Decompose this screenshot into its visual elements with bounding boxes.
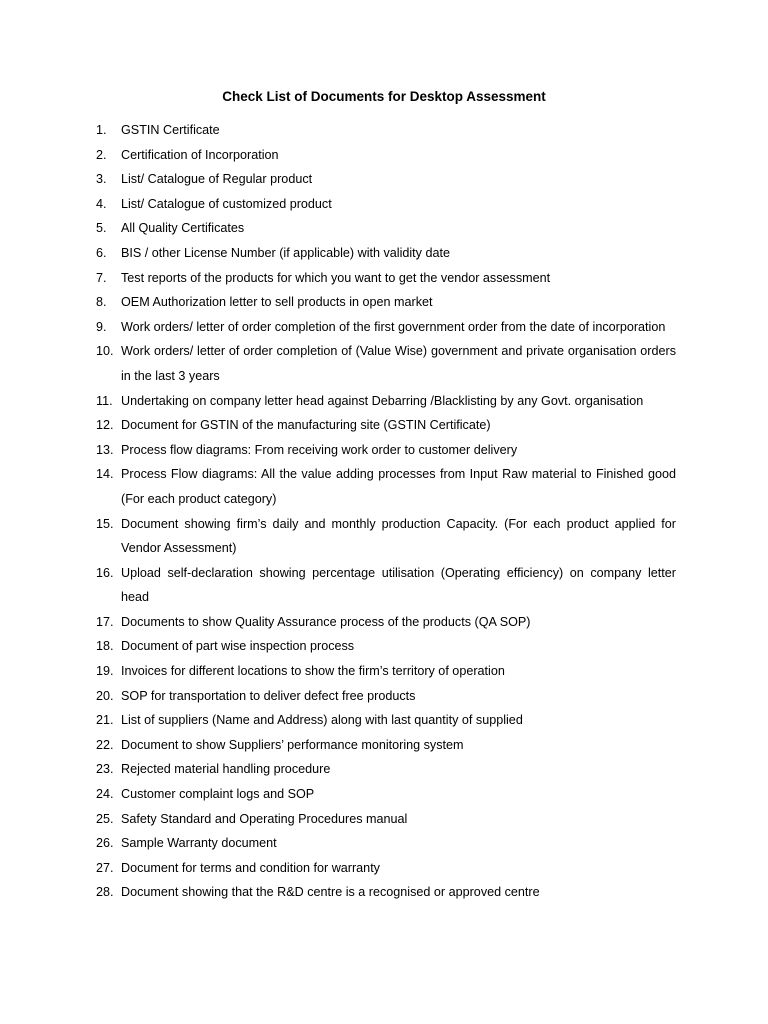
item-text: Customer complaint logs and SOP: [121, 787, 315, 802]
item-text: Undertaking on company letter head against Debarring /Blacklisting by any Govt. organisation: [121, 393, 644, 408]
checklist-item: [96, 167, 676, 192]
checklist-item: [96, 634, 676, 659]
item-number: 10.: [96, 344, 114, 359]
item-text: Documents to show Quality Assurance process of the products (QA SOP): [121, 614, 531, 629]
checklist-item: [96, 143, 676, 168]
item-text: Certification of Incorporation: [121, 147, 279, 162]
checklist-item: [96, 192, 676, 217]
item-number: 19.: [96, 664, 114, 679]
item-number: 26.: [96, 836, 114, 851]
item-text: Invoices for different locations to show the firm’s territory of operation: [121, 664, 505, 679]
item-number: 16.: [96, 565, 114, 580]
item-number: 20.: [96, 688, 114, 703]
checklist-item: [96, 561, 676, 610]
item-text: Safety Standard and Operating Procedures manual: [121, 811, 408, 826]
checklist-item: [96, 241, 676, 266]
item-number: 13.: [96, 442, 114, 457]
item-text: Upload self-declaration showing percentage utilisation (Operating efficiency) on company letter head: [121, 565, 676, 605]
item-number: 11.: [96, 393, 113, 408]
item-text: Process flow diagrams: From receiving work order to customer delivery: [121, 442, 518, 457]
checklist-item: [96, 118, 676, 143]
checklist-item: [96, 216, 676, 241]
item-text: GSTIN Certificate: [121, 123, 220, 137]
item-text: Rejected material handling procedure: [121, 762, 331, 777]
checklist-item: [96, 684, 676, 709]
item-text: Document showing firm’s daily and monthly production Capacity. (For each product applied for Vendor Assessment): [121, 516, 676, 556]
checklist-item: [96, 512, 676, 561]
item-number: 23.: [96, 762, 114, 777]
checklist-item: [96, 462, 676, 511]
checklist-item: [96, 733, 676, 758]
item-number: 24.: [96, 787, 114, 802]
item-number: 6.: [96, 245, 107, 260]
item-text: Sample Warranty document: [121, 836, 277, 851]
item-number: 9.: [96, 319, 107, 334]
checklist-item: [96, 659, 676, 684]
item-number: 7.: [96, 270, 107, 285]
checklist-item: [96, 266, 676, 291]
checklist-item: [96, 413, 676, 438]
checklist-item: [96, 339, 676, 388]
item-number: 25.: [96, 811, 114, 826]
checklist-item: [96, 708, 676, 733]
checklist-item: [96, 610, 676, 635]
item-number: 2.: [96, 147, 107, 162]
item-number: 18.: [96, 639, 114, 654]
item-text: Process Flow diagrams: All the value adding processes from Input Raw material to Finished good (For each product category): [121, 467, 676, 506]
item-number: 5.: [96, 221, 107, 236]
item-text: Test reports of the products for which you want to get the vendor assessment: [121, 270, 551, 285]
item-text: Document for terms and condition for warranty: [121, 860, 380, 875]
item-text: List/ Catalogue of customized product: [121, 196, 332, 211]
item-text: Document for GSTIN of the manufacturing site (GSTIN Certificate): [121, 418, 491, 433]
checklist-item: [96, 389, 676, 414]
item-text: All Quality Certificates: [121, 221, 245, 236]
item-number: 14.: [96, 467, 114, 482]
checklist-item: [96, 290, 676, 315]
item-number: 1.: [96, 123, 107, 137]
item-number: 22.: [96, 737, 114, 752]
item-text: Document showing that the R&D centre is a recognised or approved centre: [121, 885, 540, 900]
item-number: 4.: [96, 196, 107, 211]
item-text: Document of part wise inspection process: [121, 639, 355, 654]
checklist-item: [96, 438, 676, 463]
item-number: 17.: [96, 614, 114, 629]
item-text: List of suppliers (Name and Address) along with last quantity of supplied: [121, 713, 523, 728]
checklist-item: [96, 782, 676, 807]
checklist-item: [96, 856, 676, 881]
item-text: List/ Catalogue of Regular product: [121, 172, 313, 187]
checklist-item: [96, 880, 676, 905]
item-number: 12.: [96, 418, 114, 433]
item-number: 28.: [96, 885, 114, 900]
checklist: [96, 118, 676, 905]
checklist-item: [96, 807, 676, 832]
item-number: 3.: [96, 172, 107, 187]
item-number: 15.: [96, 516, 114, 531]
checklist-item: [96, 831, 676, 856]
item-text: Work orders/ letter of order completion of (Value Wise) government and private organisation orders in the last 3 years: [121, 344, 676, 383]
item-text: SOP for transportation to deliver defect free products: [121, 688, 416, 703]
item-text: OEM Authorization letter to sell products in open market: [121, 295, 433, 310]
item-number: 8.: [96, 295, 107, 310]
item-text: Document to show Suppliers’ performance monitoring system: [121, 737, 464, 752]
item-text: BIS / other License Number (if applicable) with validity date: [121, 245, 450, 260]
document-title: Check List of Documents for Desktop Assessment: [222, 89, 546, 104]
item-text: Work orders/ letter of order completion of the first government order from the date of incorporation: [121, 319, 666, 334]
item-number: 27.: [96, 860, 114, 875]
checklist-item: [96, 315, 676, 340]
item-number: 21.: [96, 713, 114, 728]
checklist-item: [96, 757, 676, 782]
